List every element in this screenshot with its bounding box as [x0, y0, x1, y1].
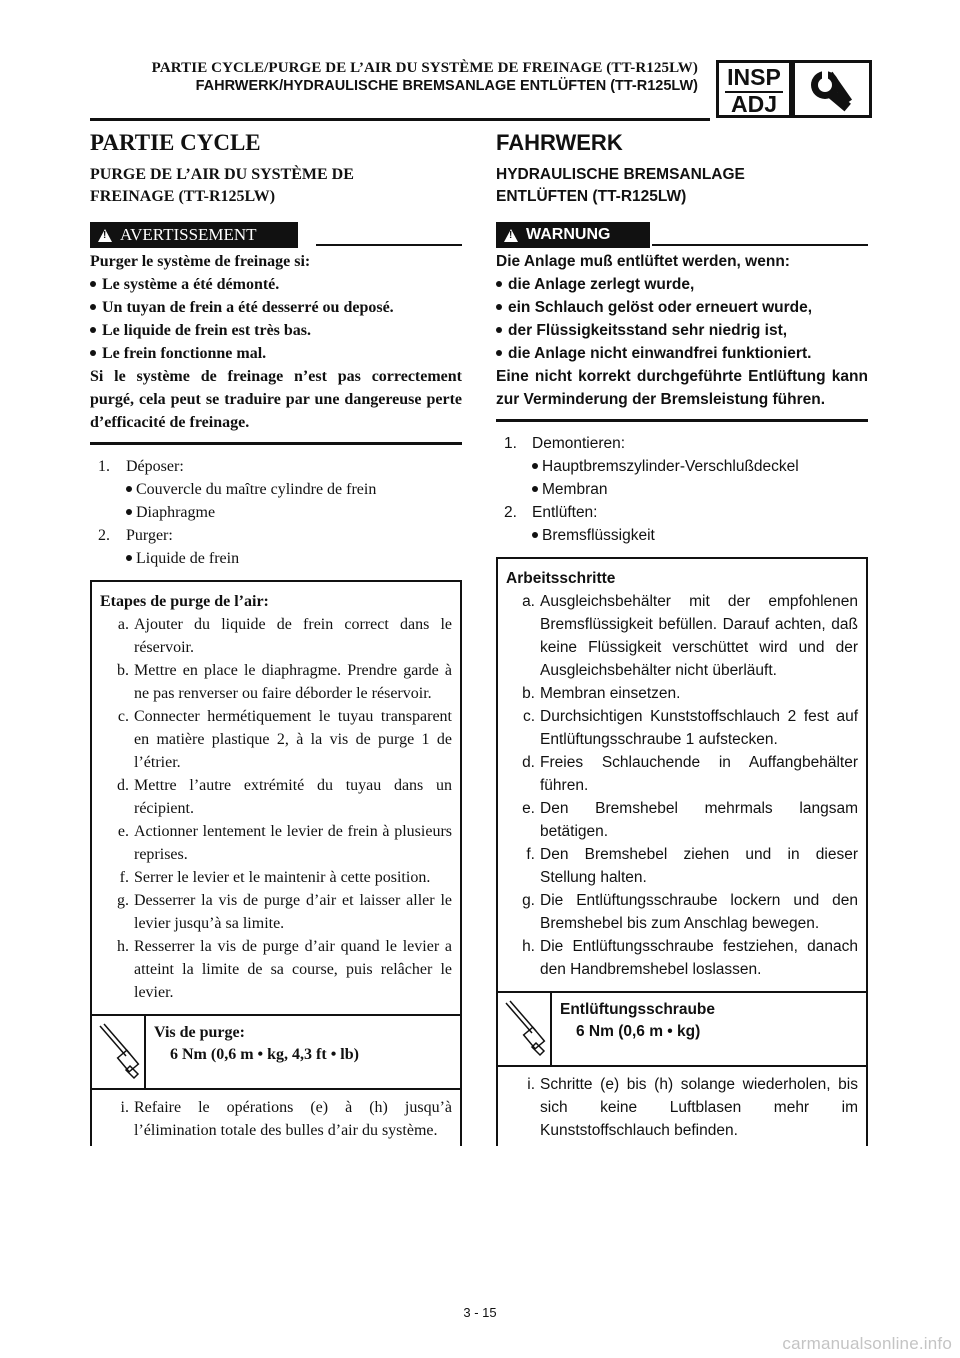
- insp-adj-badge: [716, 60, 792, 118]
- box-step: e. Den Bremshebel mehrmals langsam betätigen.: [522, 800, 858, 840]
- section-title: PARTIE CYCLE: [90, 130, 261, 155]
- list-item: die Anlage zerlegt wurde,: [496, 273, 868, 296]
- box-step: h. Resserrer la vis de purge d’air quand le levier a atteint la limite de sa course, puis relâcher le levier.: [117, 938, 452, 1001]
- procedure-steps: 1. Déposer: Couvercle du maître cylindre de frein Diaphragme 2. Purger: Liquide de frein: [90, 455, 462, 570]
- header-rule: [90, 118, 710, 121]
- air-bleed-box: [496, 557, 868, 1146]
- torque-name: Vis de purge:: [154, 1024, 245, 1041]
- box-step: g. Desserrer la vis de purge d’air et laisser aller le levier jusqu’à sa limite.: [117, 892, 452, 932]
- box-step: c. Connecter hermétiquement le tuyau transparent en matière plastique 2, à la vis de purge 1 de l’étrier.: [117, 708, 452, 771]
- list-item: der Flüssigkeitsstand sehr niedrig ist,: [496, 319, 868, 342]
- box-step: c. Durchsichtigen Kunststoffschlauch 2 fest auf Entlüftungsschraube 1 aufstecken.: [522, 708, 858, 748]
- box-step: e. Actionner lentement le levier de frein à plusieurs reprises.: [117, 823, 452, 863]
- box-step: d. Mettre l’autre extrémité du tuyau dans un récipient.: [117, 777, 452, 817]
- list-item: Le liquide de frein est très bas.: [90, 319, 462, 342]
- torque-spec: [498, 991, 866, 1067]
- box-step: h. Die Entlüftungsschraube festziehen, danach den Handbremshebel loslassen.: [522, 938, 858, 978]
- wrench-icon: [795, 63, 869, 115]
- air-bleed-box: [90, 580, 462, 1146]
- list-item: die Anlage nicht einwandfrei funktioniert.: [496, 342, 868, 365]
- section-title: FAHRWERK: [496, 130, 623, 155]
- box-step: g. Die Entlüftungsschraube lockern und den Bremshebel bis zum Anschlag bewegen.: [522, 892, 858, 932]
- torque-name: Entlüftungsschraube: [560, 1001, 716, 1018]
- warning-badge: ! AVERTISSEMENT: [90, 222, 298, 248]
- torque-spec: [92, 1014, 460, 1090]
- box-step: i. Schritte (e) bis (h) solange wiederholen, bis sich keine Luftblasen mehr im Kunststoffschlauch befinden.: [527, 1076, 858, 1139]
- box-step: i. Refaire le opérations (e) à (h) jusqu’à l’élimination totale des bulles d’air du système.: [120, 1099, 452, 1139]
- warning-body: Purger le système de freinage si: Le système a été démonté. Un tuyan de frein a été desserré ou deposé. Le liquide de frein est très bas. Le frein fonctionne mal. Si le système de freinage n’est pas correctement purgé, cela peut se traduire par une dangereuse perte d’efficacité de freinage.: [90, 253, 462, 431]
- column-german: [496, 128, 868, 1146]
- box-title: Etapes de purge de l’air:: [100, 593, 269, 610]
- page-number: 3 - 15: [463, 1305, 497, 1320]
- badge-adj: ADJ: [730, 91, 777, 117]
- list-item: Un tuyan de frein a été desserré ou deposé.: [90, 296, 462, 319]
- list-item: ein Schlauch gelöst oder erneuert wurde,: [496, 296, 868, 319]
- torque-wrench-icon: [92, 1016, 146, 1088]
- torque-value: 6 Nm (0,6 m • kg): [576, 1023, 701, 1040]
- box-step: a. Ajouter du liquide de frein correct dans le réservoir.: [117, 616, 452, 656]
- warning-body: Die Anlage muß entlüftet werden, wenn: die Anlage zerlegt wurde, ein Schlauch gelöst oder erneuert wurde, der Flüssigkeitsstand sehr niedrig ist, die Anlage nicht einwandfrei funktioniert. Eine nicht korrekt durchgeführte Entlüftung kann zur Verminderung der Bremsleistung führen.: [496, 253, 868, 408]
- section-subtitle: HYDRAULISCHE BREMSANLAGE ENTLÜFTEN (TT-R125LW): [496, 166, 745, 205]
- warning-icon: [504, 229, 518, 242]
- header-title-de: FAHRWERK/HYDRAULISCHE BREMSANLAGE ENTLÜFTEN (TT-R125LW): [195, 78, 698, 94]
- warning-badge: ! WARNUNG: [496, 222, 650, 248]
- box-step: a. Ausgleichsbehälter mit der empfohlenen Bremsflüssigkeit befüllen. Darauf achten, daß keine Flüssigkeit verschüttet wird und der Ausgleichsbehälter nicht überläuft.: [522, 593, 858, 679]
- box-step: b. Mettre en place le diaphragme. Prendre garde à ne pas renverser ou faire déborder le réservoir.: [117, 662, 452, 702]
- header-title-fr: PARTIE CYCLE/PURGE DE L’AIR DU SYSTÈME DE FREINAGE (TT-R125LW): [151, 60, 698, 76]
- torque-wrench-icon: [498, 993, 552, 1065]
- badge-insp: INSP: [727, 64, 781, 90]
- warning-icon: [98, 229, 112, 242]
- box-title: Arbeitsschritte: [506, 570, 616, 587]
- list-item: Le frein fonctionne mal.: [90, 342, 462, 365]
- section-subtitle: PURGE DE L’AIR DU SYSTÈME DE FREINAGE (TT-R125LW): [90, 166, 354, 205]
- tool-badge: [792, 60, 872, 118]
- box-step: f. Den Bremshebel ziehen und in dieser Stellung halten.: [526, 846, 858, 886]
- warning-header: [496, 222, 868, 248]
- procedure-steps: 1. Demontieren: Hauptbremszylinder-Verschlußdeckel Membran 2. Entlüften: Bremsflüssigkeit: [496, 432, 868, 547]
- box-step: d. Freies Schlauchende in Auffangbehälter führen.: [522, 754, 858, 794]
- watermark: carmanualsonline.info: [782, 1334, 952, 1353]
- box-step: f. Serrer le levier et le maintenir à cette position.: [119, 869, 431, 886]
- column-french: [90, 128, 462, 1146]
- torque-value: 6 Nm (0,6 m • kg, 4,3 ft • lb): [170, 1046, 359, 1063]
- box-step: b. Membran einsetzen.: [522, 685, 681, 702]
- list-item: Le système a été démonté.: [90, 273, 462, 296]
- warning-header: [90, 222, 462, 248]
